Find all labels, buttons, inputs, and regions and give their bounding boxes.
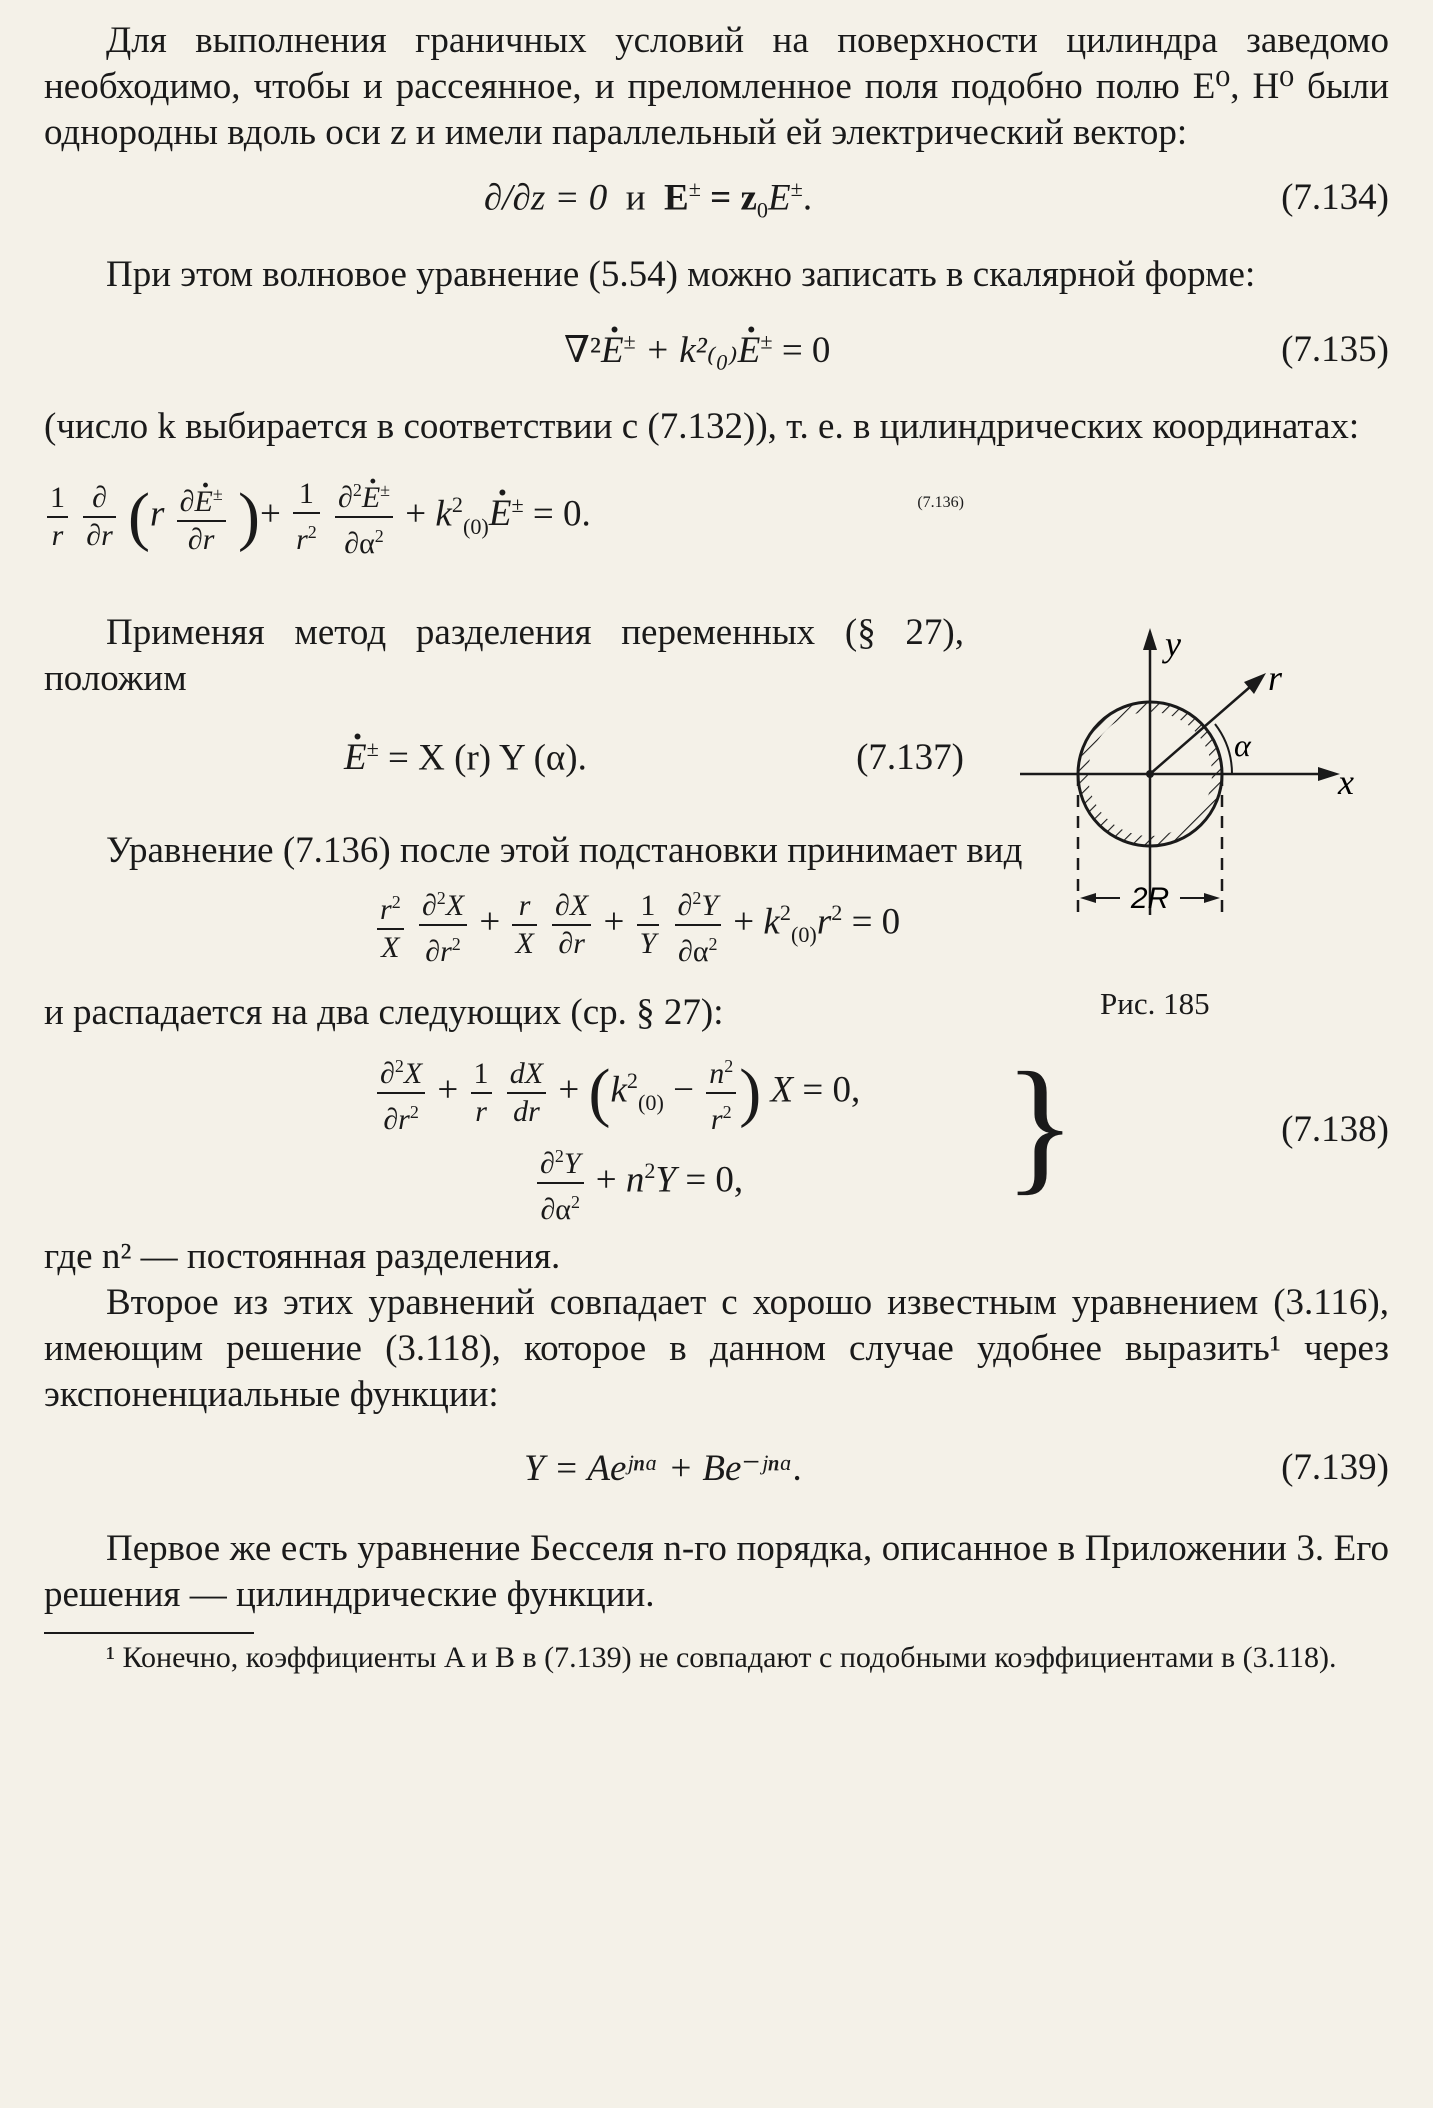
paragraph-separation-constant: где n² — постоянная разделения. — [44, 1236, 561, 1277]
equation-7-134: ∂/∂z = 0 и $E^\pm = z_0E^\pm$. (7.134) — [484, 176, 1389, 223]
equation-7-135: ∇²· E± + k²₍₀₎· E± = 0 (7.135) — [44, 324, 1389, 386]
x-label: x — [1338, 762, 1354, 802]
r-label: r — [1268, 658, 1283, 698]
y-label: y — [1165, 624, 1181, 664]
paragraph-separation-method: Применяя метод разделения переменных (§ 27), положим — [44, 612, 964, 699]
equation-number-7-139: (7.139) — [1281, 1447, 1389, 1488]
paragraph-second-equation: Второе из этих уравнений совпадает с хорошо известным уравнением (3.116), имеющим решение (3.118), которое в данном случае удобнее выразить¹ через экспоненциальные функции: — [44, 1282, 1389, 1415]
equation-7-138: $\frac{\partial^2X}{\partial r^2}$ + $\frac{1}{r}$ $\frac{dX}{dr}$ + ($k^2_{(0)}$ − $\frac{n^2}{r^2}$ ) X = 0, $\frac{\partial^2Y}{\partial\alpha^2}$ + $n^2Y = 0$, } (7.138) — [44, 1044, 1389, 1224]
equation-substituted: $\frac{r^2}{X}$ $\frac{\partial^2X}{\partial r^2}$ + $\frac{r}{X}$ $\frac{\partial X}{\partial r}$ + $\frac{1}{Y}$ $\frac{\partial^2Y}{\partial\alpha^2}$ + $k^2_{(0)}r^2 = 0$ — [44, 876, 1389, 972]
equation-brace: } — [1004, 1042, 1076, 1208]
paragraph-substitution: Уравнение (7.136) после этой подстановки принимает вид — [106, 830, 1023, 871]
paragraph-wave-equation: При этом волновое уравнение (5.54) можно записать в скалярной форме: — [106, 254, 1256, 295]
equation-number-7-138: (7.138) — [1281, 1109, 1389, 1150]
origin-point — [1146, 770, 1154, 778]
equation-7-137: · E± = X (r) Y (α). (7.137) — [44, 730, 964, 792]
figure-caption: Рис. 185 — [1100, 986, 1210, 1021]
equation-number-7-134: (7.134) — [1281, 177, 1389, 218]
equation-number-7-137: (7.137) — [856, 737, 964, 778]
alpha-label: α — [1234, 727, 1251, 763]
equation-number-7-136: (7.136) — [917, 494, 964, 511]
footnote: ¹ Конечно, коэффициенты A и B в (7.139) не совпадают с подобными коэффициентами в (3.118). — [106, 1641, 1337, 1674]
paragraph-splits: и распадается на два следующих (ср. § 27): — [44, 992, 724, 1033]
eq134-E: E — [664, 177, 689, 219]
eq134-z: = z — [710, 177, 757, 219]
figure-185-cylinder — [1000, 620, 1360, 1040]
paragraph-boundary-conditions: Для выполнения граничных условий на поверхности цилиндра заведомо необходимо, чтобы и рассеянное, и преломленное поля подобно полю E⁰, H⁰ были однородны вдоль оси z и имели параллельный ей электрический вектор: — [44, 20, 1389, 153]
eq134-and: и — [625, 177, 646, 219]
paragraph-cylindrical-coordinates: (число k выбирается в соответствии с (7.132)), т. е. в цилиндрических координатах: — [44, 406, 1360, 447]
eq134-lhs: ∂/∂z = 0 — [484, 177, 608, 219]
equation-7-139: Y = Aeʲⁿᵅ + Be⁻ʲⁿᵅ. (7.139) — [524, 1447, 1389, 1489]
paragraph-bessel: Первое же есть уравнение Бесселя n-го порядка, описанное в Приложении 3. Его решения — цилиндрические функции. — [44, 1528, 1389, 1615]
equation-7-136: $\frac{1}{r}$ $\frac{\partial}{\partial r}$ (r $\frac{\partial\cdot E^\pm}{\partial r}$ )+ $\frac{1}{r^2}$ $\frac{\partial^2\cdot E^\pm}{\partial\alpha^2}$ + $k^2_{(0)}\cdot E^\pm = 0$. (7.136) — [44, 464, 964, 584]
x-axis-arrow — [1318, 767, 1340, 781]
y-axis-arrow — [1143, 628, 1157, 650]
eq134-E2: E — [768, 177, 791, 219]
equation-number-7-135: (7.135) — [1281, 329, 1389, 370]
width-label: 2R — [1130, 882, 1170, 915]
footnote-divider — [44, 1632, 254, 1634]
